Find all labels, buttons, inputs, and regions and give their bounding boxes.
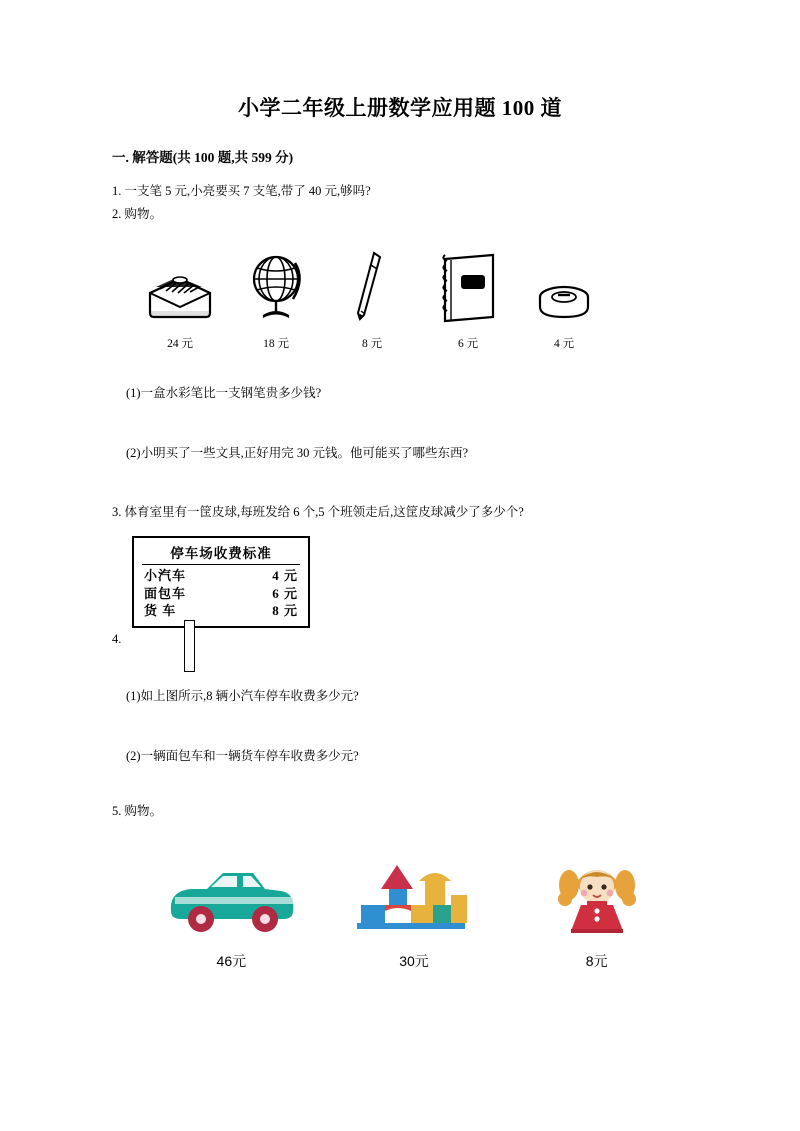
- sign-board: [132, 536, 310, 628]
- question-1: 1. 一支笔 5 元,小亮要买 7 支笔,带了 40 元,够吗?: [112, 184, 371, 198]
- globe-icon: [228, 247, 324, 325]
- stationery-item: [324, 247, 420, 351]
- building-blocks-icon: [323, 851, 506, 937]
- document-body: [112, 92, 688, 971]
- item-price: 18 元: [263, 337, 289, 350]
- question-4-sub-1: (1)如上图所示,8 辆小汽车停车收费多少元?: [126, 688, 359, 703]
- sign-row: [142, 602, 300, 620]
- sign-vehicle: 货 车: [144, 603, 177, 619]
- section-heading: 一. 解答题(共 100 题,共 599 分): [112, 150, 294, 165]
- sign-amount: 6 元: [272, 585, 298, 601]
- stationery-item: [516, 247, 612, 351]
- question-2: 2. 购物。: [112, 207, 163, 222]
- toy-item: [140, 851, 323, 971]
- question-5: 5. 购物。: [112, 803, 163, 818]
- toy-price-row: [112, 851, 688, 971]
- sign-vehicle: 面包车: [144, 585, 187, 601]
- page-title: 小学二年级上册数学应用题 100 道: [238, 96, 562, 120]
- toy-price: 30元: [399, 953, 429, 970]
- sign-post: [184, 620, 195, 672]
- question-4-sub-2: (2)一辆面包车和一辆货车停车收费多少元?: [126, 748, 359, 763]
- stationery-item: [228, 247, 324, 351]
- item-price: 8 元: [361, 337, 383, 350]
- watercolor-pen-box-icon: [132, 247, 228, 325]
- stationery-item: [420, 247, 516, 351]
- toy-item: [323, 851, 506, 971]
- parking-fee-sign: [112, 536, 342, 647]
- item-price: 4 元: [553, 337, 575, 350]
- spiral-notebook-icon: [420, 247, 516, 325]
- pencil-sharpener-icon: [516, 247, 612, 325]
- question-2-sub-2: (2)小明买了一些文具,正好用完 30 元钱。他可能买了哪些东西?: [126, 445, 468, 460]
- toy-car-icon: [140, 851, 323, 937]
- sign-row: [142, 567, 300, 585]
- question-2-sub-1: (1)一盒水彩笔比一支钢笔贵多少钱?: [126, 385, 322, 400]
- sign-vehicle: 小汽车: [144, 568, 187, 584]
- sign-amount: 8 元: [272, 603, 298, 619]
- toy-price: 8元: [585, 953, 608, 970]
- sign-amount: 4 元: [272, 568, 298, 584]
- item-price: 24 元: [167, 337, 193, 350]
- question-3: 3. 体育室里有一筐皮球,每班发给 6 个,5 个班领走后,这筐皮球减少了多少个?: [112, 504, 524, 519]
- sign-row: [142, 585, 300, 603]
- stationery-item: [132, 247, 228, 351]
- toy-item: [505, 851, 688, 971]
- toy-price: 46元: [216, 953, 247, 970]
- sign-title: 停车场收费标准: [142, 542, 300, 565]
- stationery-price-row: [112, 247, 688, 351]
- question-4-label: 4.: [112, 632, 122, 647]
- item-price: 6 元: [457, 337, 479, 350]
- doll-icon: [505, 851, 688, 937]
- fountain-pen-icon: [324, 247, 420, 325]
